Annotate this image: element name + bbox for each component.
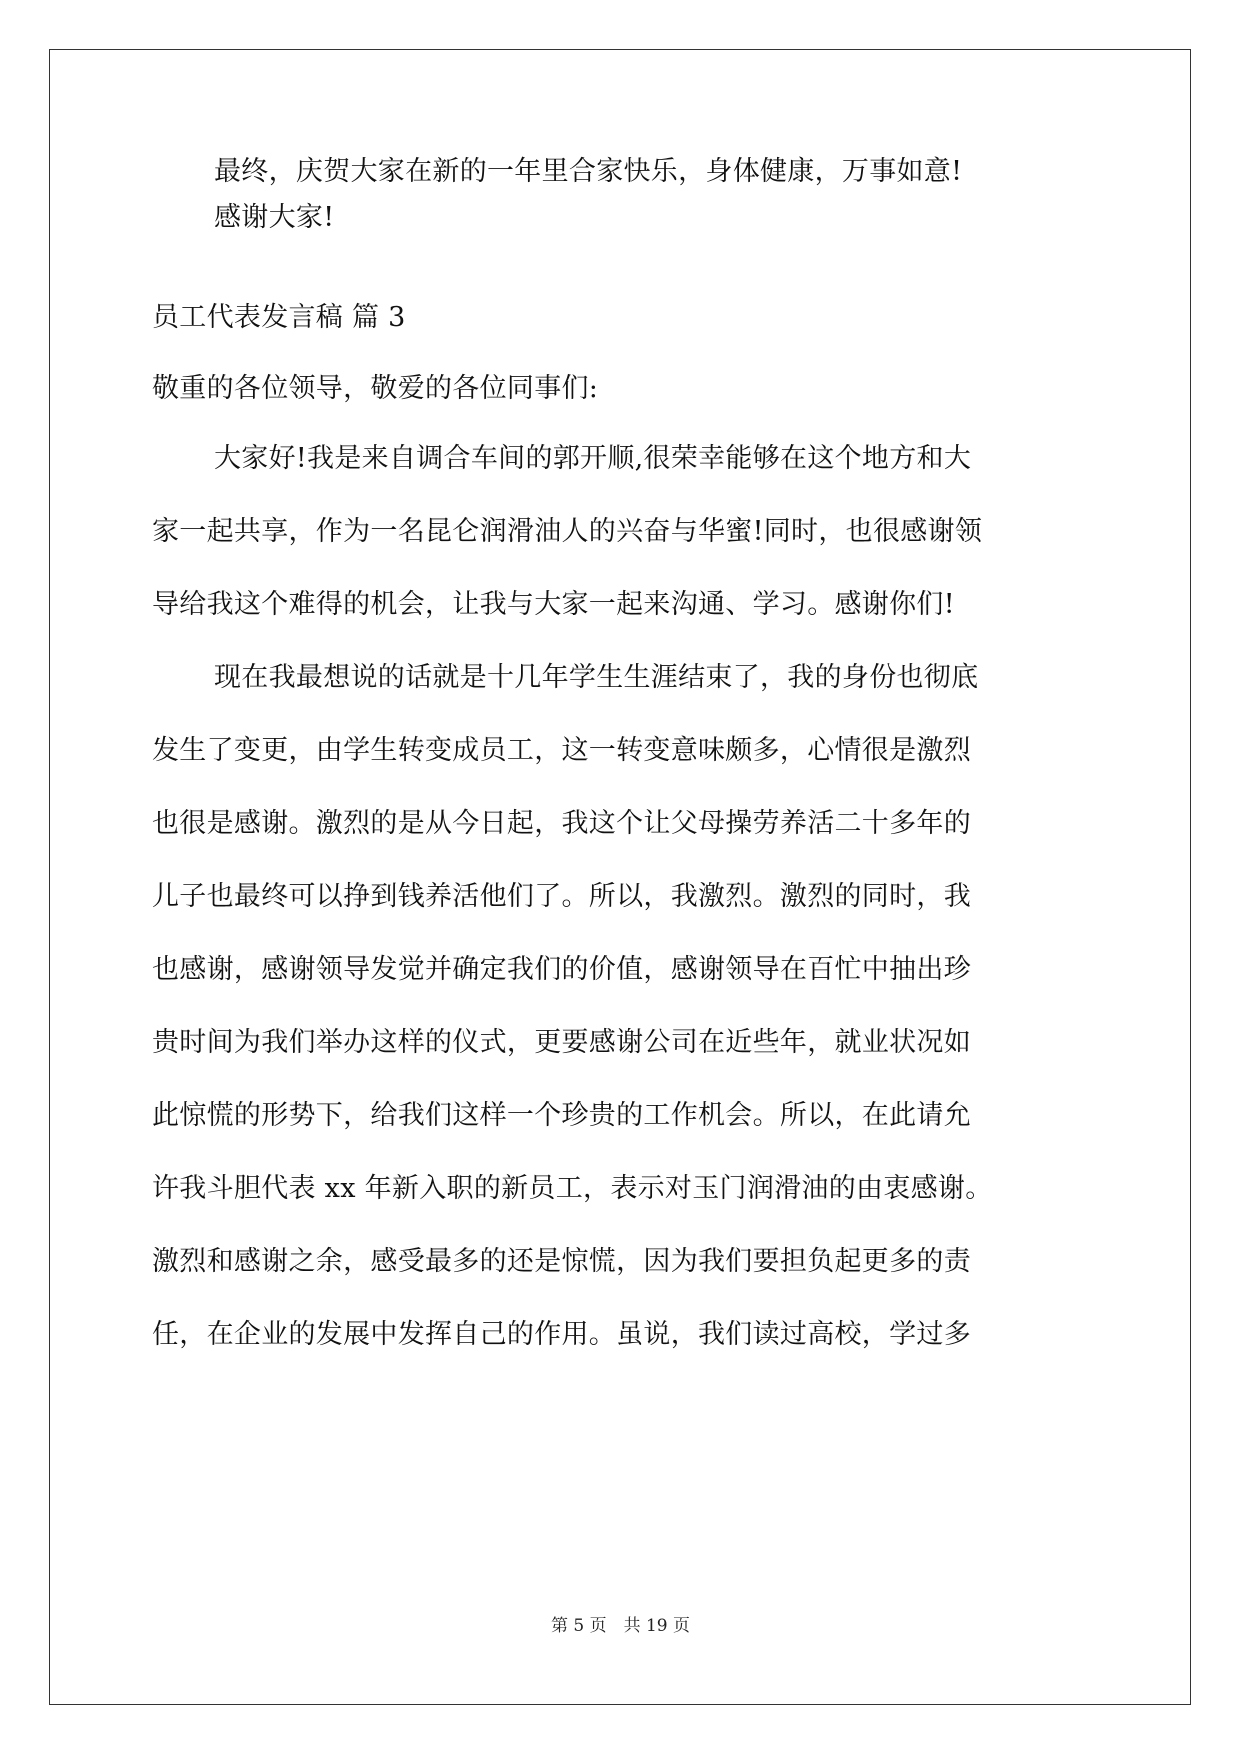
section-heading: 员工代表发言稿 篇 3 [152, 302, 406, 333]
paragraph-line: 导给我这个难得的机会，让我与大家一起来沟通、学习。感谢你们! [152, 589, 955, 620]
paragraph-line: 大家好!我是来自调合车间的郭开顺,很荣幸能够在这个地方和大 [214, 443, 972, 474]
salutation-line: 敬重的各位领导，敬爱的各位同事们: [152, 373, 599, 404]
page-number-footer: 第 5 页 共 19 页 [550, 1616, 691, 1636]
paragraph-line: 现在我最想说的话就是十几年学生生涯结束了，我的身份也彻底 [214, 662, 979, 693]
paragraph-line: 也很是感谢。激烈的是从今日起，我这个让父母操劳养活二十多年的 [152, 808, 971, 839]
paragraph-line: 任，在企业的发展中发挥自己的作用。虽说，我们读过高校，学过多 [152, 1319, 971, 1350]
paragraph-line: 家一起共享，作为一名昆仑润滑油人的兴奋与华蜜!同时，也很感谢领 [152, 516, 983, 547]
paragraph-line: 许我斗胆代表 xx 年新入职的新员工，表示对玉门润滑油的由衷感谢。 [152, 1173, 993, 1204]
thanks-line: 感谢大家! [214, 202, 335, 233]
paragraph-line: 激烈和感谢之余，感受最多的还是惊慌，因为我们要担负起更多的责 [152, 1246, 971, 1277]
paragraph-line: 发生了变更，由学生转变成员工，这一转变意味颇多，心情很是激烈 [152, 735, 971, 766]
paragraph-line: 也感谢，感谢领导发觉并确定我们的价值，感谢领导在百忙中抽出珍 [152, 954, 971, 985]
paragraph-line: 儿子也最终可以挣到钱养活他们了。所以，我激烈。激烈的同时，我 [152, 881, 971, 912]
paragraph-line: 贵时间为我们举办这样的仪式，更要感谢公司在近些年，就业状况如 [152, 1027, 971, 1058]
paragraph-line: 此惊慌的形势下，给我们这样一个珍贵的工作机会。所以，在此请允 [152, 1100, 971, 1131]
closing-wishes-line: 最终，庆贺大家在新的一年里合家快乐，身体健康，万事如意! [214, 156, 963, 187]
